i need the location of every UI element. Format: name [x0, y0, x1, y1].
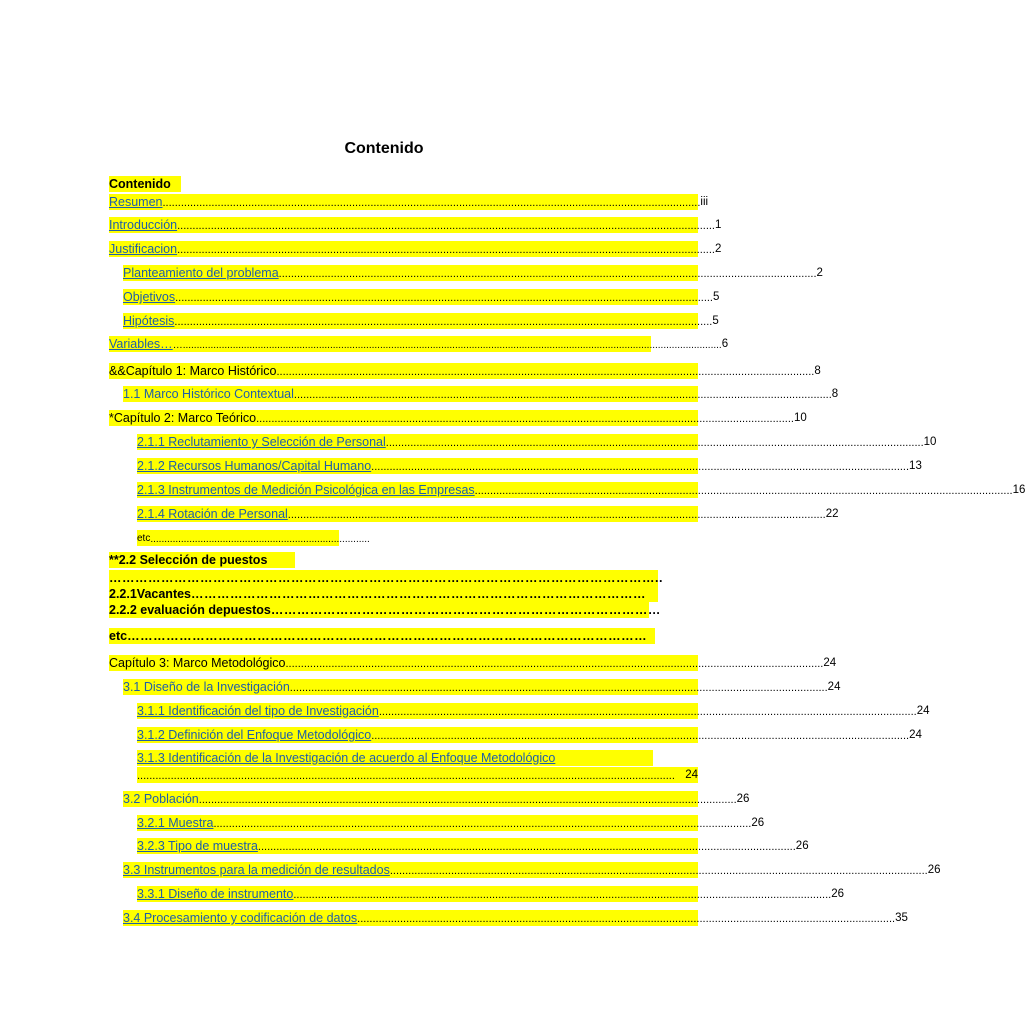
toc-entry-introduccion[interactable]: Introducción ................................................................................................................................................................................ 1 — [109, 218, 722, 232]
toc-entry-justificacion[interactable]: Justificacion ................................................................................................................................................................................ 2 — [109, 242, 722, 256]
toc-entry-3-2-3[interactable]: 3.2.3 Tipo de muestra ................................................................................................................................................................................ 26 — [137, 839, 809, 853]
toc-entry-capitulo-3[interactable]: Capítulo 3: Marco Metodológico ................................................................................................................................................................................ 24 — [109, 656, 837, 670]
toc-entry-3-3-1[interactable]: 3.3.1 Diseño de instrumento ................................................................................................................................................................................ 26 — [137, 887, 845, 901]
toc-entry-2-2-2: 2.2.2 evaluación depuestos ……………………………………………………………………………… — [109, 603, 661, 617]
toc-entry-3-3[interactable]: 3.3 Instrumentos para la medición de resultados ................................................................................................................................................................................ 26 — [123, 863, 941, 877]
toc-entry-2-1-1[interactable]: 2.1.1 Reclutamiento y Selección de Personal ................................................................................................................................................................................ 10 — [137, 435, 937, 449]
toc-dots-line: ……………………………………………………………………………………………………………….. — [109, 571, 663, 585]
toc-entry-etc-2: etc ………………………………………………………………………………………………………… — [109, 628, 655, 644]
toc-entry-capitulo-1[interactable]: && Capítulo 1: Marco Histórico ................................................................................................................................................................................ 8 — [109, 364, 821, 378]
toc-entry-objetivos[interactable]: Objetivos ................................................................................................................................................................................ 5 — [123, 290, 720, 304]
toc-entry-resumen[interactable]: Resumen ................................................................................................................................................................................ iii — [109, 195, 709, 209]
toc-entry-hipotesis[interactable]: Hipótesis ................................................................................................................................................................................ 5 — [123, 314, 719, 328]
toc-entry-marco-historico-contextual[interactable]: 1.1 Marco Histórico Contextual ................................................................................................................................................................................ 8 — [123, 387, 839, 401]
toc-entry-variables[interactable]: Variables… ….................................................................................................................................................................................................. 6 — [109, 337, 729, 351]
toc-entry-2-1-4[interactable]: 2.1.4 Rotación de Personal ................................................................................................................................................................................ 22 — [137, 507, 839, 521]
toc-entry-3-1[interactable]: 3.1 Diseño de la Investigación ................................................................................................................................................................................ 24 — [123, 680, 841, 694]
toc-heading: Contenido — [109, 176, 181, 192]
toc-entry-3-1-1[interactable]: 3.1.1 Identificación del tipo de Investigación ................................................................................................................................................................................ 24 — [137, 704, 930, 718]
toc-entry-capitulo-2[interactable]: * Capítulo 2: Marco Teórico ................................................................................................................................................................................ 10 — [109, 411, 807, 425]
toc-entry-2-1-3[interactable]: 2.1.3 Instrumentos de Medición Psicológica en las Empresas ................................................................................................................................................................................ 16 — [137, 483, 1025, 497]
toc-entry-3-4[interactable]: 3.4 Procesamiento y codificación de datos ................................................................................................................................................................................ 35 — [123, 911, 908, 925]
toc-entry-2-2: **2.2 Selección de puestos — [109, 552, 295, 568]
toc-entry-3-1-2[interactable]: 3.1.2 Definición del Enfoque Metodológico ................................................................................................................................................................................ 24 — [137, 728, 922, 742]
toc-entry-2-1-2[interactable]: 2.1.2 Recursos Humanos/Capital Humano ................................................................................................................................................................................ 13 — [137, 459, 922, 473]
toc-entry-2-2-1: 2.2.1Vacantes …………………………………………………………………………………………… — [109, 586, 658, 602]
toc-entry-planteamiento[interactable]: Planteamiento del problema ................................................................................................................................................................................ 2 — [123, 266, 823, 280]
page-title: Contenido — [344, 140, 424, 157]
toc-entry-3-2-1[interactable]: 3.2.1 Muestra ................................................................................................................................................................................ 26 — [137, 816, 765, 830]
toc-entry-3-2[interactable]: 3.2 Población ................................................................................................................................................................................ 26 — [123, 792, 750, 806]
toc-entry-etc-1: etc ............................................................................... — [137, 530, 339, 546]
toc-entry-3-1-3-cont: ................................................................................................................................................................................ 24 — [137, 769, 698, 782]
toc-entry-3-1-3[interactable]: 3.1.3 Identificación de la Investigación de acuerdo al Enfoque Metodológico — [137, 750, 653, 766]
